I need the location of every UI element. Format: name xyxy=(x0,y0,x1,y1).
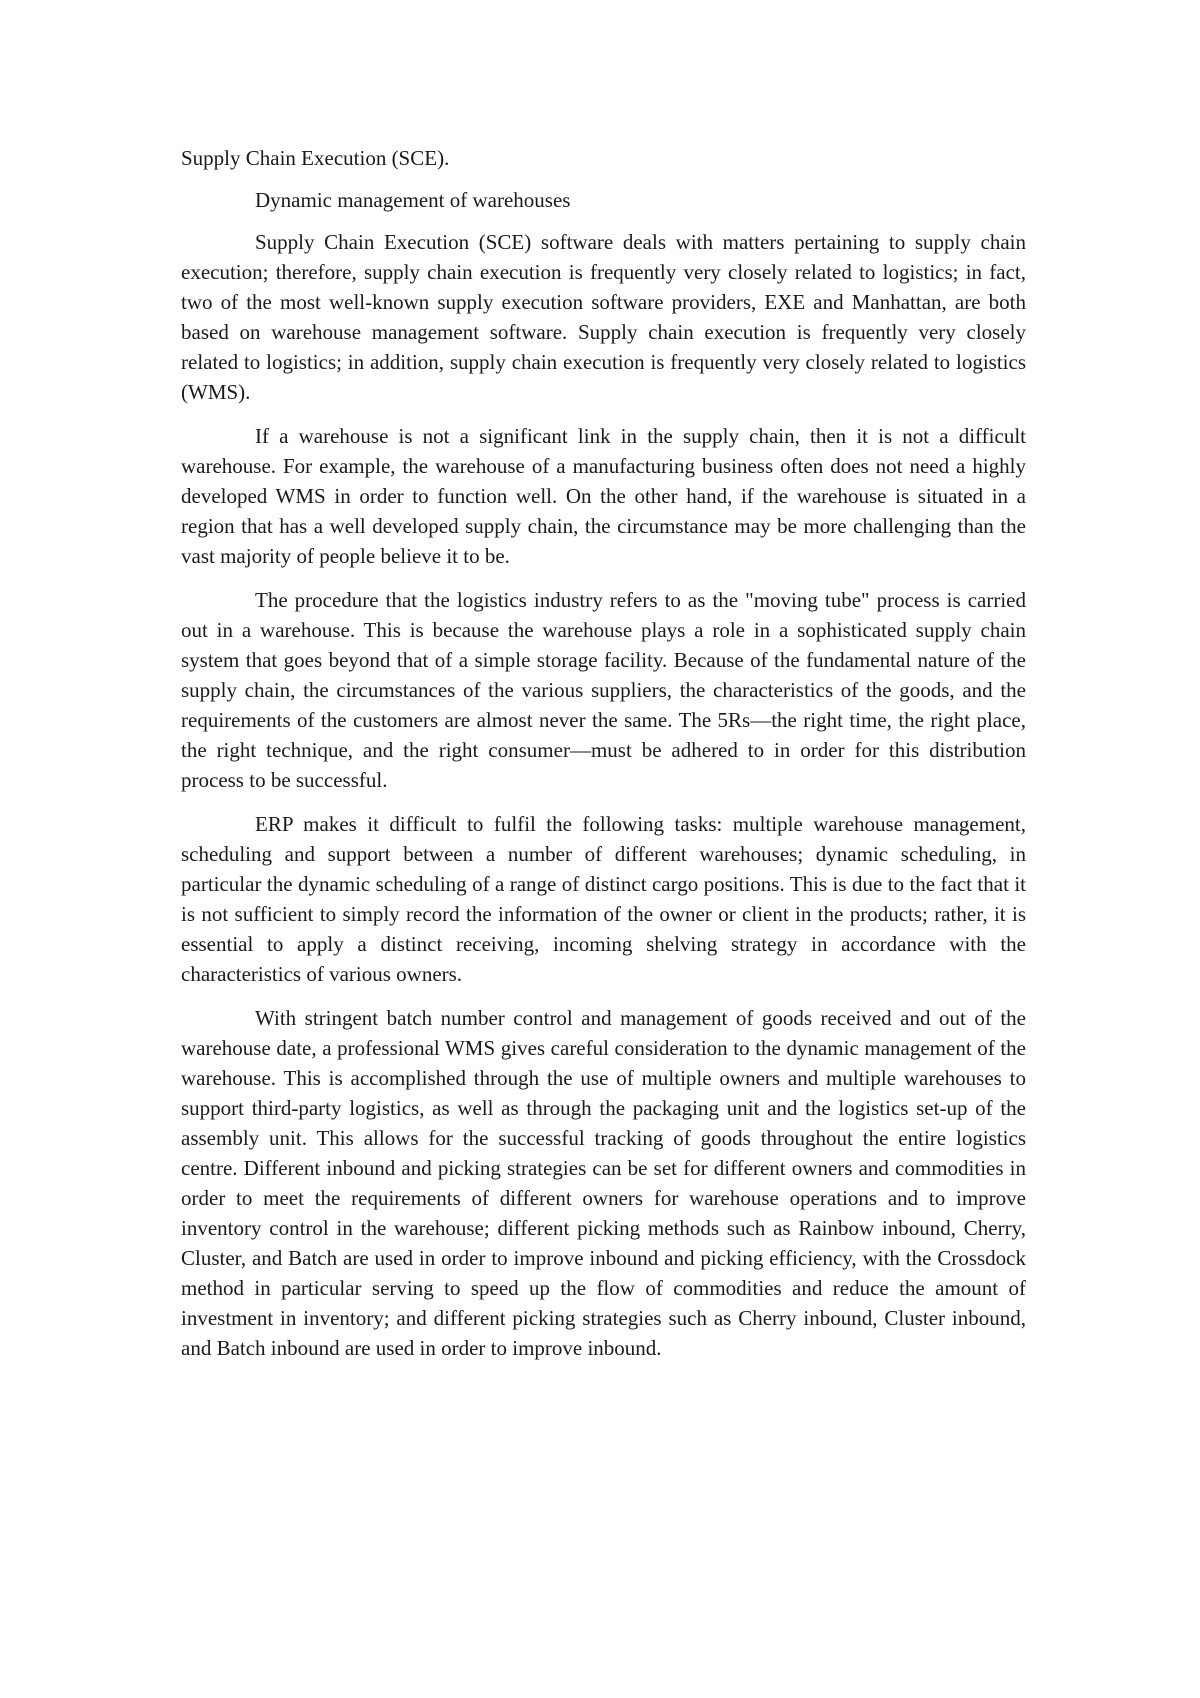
paragraph: The procedure that the logistics industry refers to as the "moving tube" process is carried out in a warehouse. This is because the warehouse plays a role in a sophisticated supply chain system that goes beyond that of a simple storage facility. Because of the fundamental nature of the supply chain, the circumstances of the various suppliers, the characteristics of the goods, and the requirements of the customers are almost never the same. The 5Rs—the right time, the right place, the right technique, and the right consumer—must be adhered to in order for this distribution process to be successful. xyxy=(181,588,1026,792)
paragraph: Supply Chain Execution (SCE) software deals with matters pertaining to supply chain execution; therefore, supply chain execution is frequently very closely related to logistics; in fact, two of the most well-known supply execution software providers, EXE and Manhattan, are both based on warehouse management software. Supply chain execution is frequently very closely related to logistics; in addition, supply chain execution is frequently very closely related to logistics (WMS). xyxy=(181,230,1026,404)
document-title: Supply Chain Execution (SCE). xyxy=(181,146,450,170)
document-subtitle: Dynamic management of warehouses xyxy=(255,188,571,212)
document-body xyxy=(181,143,1026,1377)
paragraph: If a warehouse is not a significant link in the supply chain, then it is not a difficult warehouse. For example, the warehouse of a manufacturing business often does not need a highly developed WMS in order to function well. On the other hand, if the warehouse is situated in a region that has a well developed supply chain, the circumstance may be more challenging than the vast majority of people believe it to be. xyxy=(181,424,1026,568)
paragraph: ERP makes it difficult to fulfil the following tasks: multiple warehouse management, scheduling and support between a number of different warehouses; dynamic scheduling, in particular the dynamic scheduling of a range of distinct cargo positions. This is due to the fact that it is not sufficient to simply record the information of the owner or client in the products; rather, it is essential to apply a distinct receiving, incoming shelving strategy in accordance with the characteristics of various owners. xyxy=(181,812,1026,986)
paragraph: With stringent batch number control and management of goods received and out of the warehouse date, a professional WMS gives careful consideration to the dynamic management of the warehouse. This is accomplished through the use of multiple owners and multiple warehouses to support third-party logistics, as well as through the packaging unit and the logistics set-up of the assembly unit. This allows for the successful tracking of goods throughout the entire logistics centre. Different inbound and picking strategies can be set for different owners and commodities in order to meet the requirements of different owners for warehouse operations and to improve inventory control in the warehouse; different picking methods such as Rainbow inbound, Cherry, Cluster, and Batch are used in order to improve inbound and picking efficiency, with the Crossdock method in particular serving to speed up the flow of commodities and reduce the amount of investment in inventory; and different picking strategies such as Cherry inbound, Cluster inbound, and Batch inbound are used in order to improve inbound. xyxy=(181,1006,1026,1360)
